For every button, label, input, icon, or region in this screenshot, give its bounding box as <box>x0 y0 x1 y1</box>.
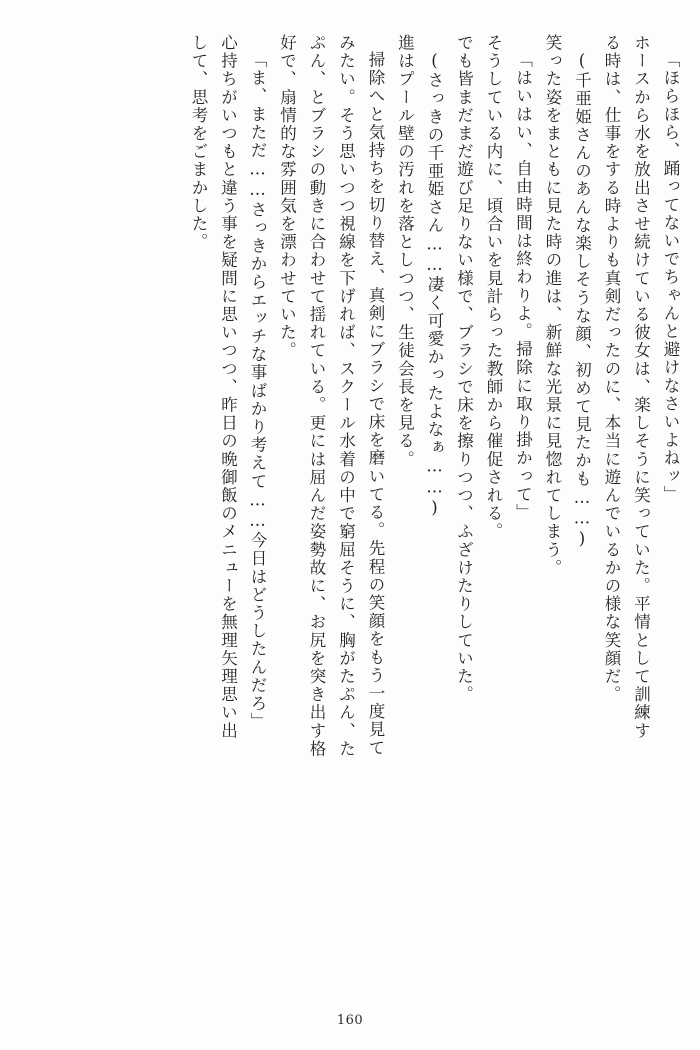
vertical-text-block <box>26 34 678 989</box>
text-line: そうしている内に、頃合いを見計らった教師から催促される。 <box>484 34 503 541</box>
text-line: 「はいはい、自由時間は終わりよ。掃除に取り掛かって」 <box>513 51 533 522</box>
text-line: ぷん、とブラシの動きに合わせて揺れている。更には屈んだ姿勢故に、お尻を突き出す格 <box>307 34 326 758</box>
text-line: 「ほらほら、踊ってないでちゃんと避けなさいよねッ」 <box>661 51 680 504</box>
text-line: (さっきの千亜姫さん……凄く可愛かったよなぁ……) <box>425 51 444 519</box>
text-line: ホースから水を放出させ続けている彼女は、楽しそうに笑っていた。平情として訓練す <box>631 34 651 740</box>
text-line: 進はプール壁の汚れを落としつつ、生徒会長を見る。 <box>395 34 415 469</box>
page-number: 160 <box>336 1013 364 1028</box>
text-line: 笑った姿をまともに見た時の進は、新鮮な光景に見惚れてしまう。 <box>543 34 562 577</box>
text-line: (千亜姫さんのあんな楽しそうな顔、初めて見たかも……) <box>572 51 592 550</box>
text-line: でも皆まだまだ遊び足りない様で、ブラシで床を擦りつつ、ふざけたりしていた。 <box>454 34 474 704</box>
text-line: 「ま、まただ……さっきからエッチな事ばかり考えて……今日はどうしたんだろ」 <box>248 51 267 731</box>
text-line: 心持ちがいつもと違う事を疑問に思いつつ、昨日の晩御飯のメニューを無理矢理思い出 <box>218 34 238 740</box>
text-line: 好で、扇情的な雰囲気を漂わせていた。 <box>277 34 297 360</box>
text-line: みたい。そう思いつつ視線を下げれば、スクール水着の中で窮屈そうに、胸がたぷん、た <box>336 34 356 758</box>
text-line: る時は、仕事をする時よりも真剣だったのに、本当に遊んでいるかの様な笑顔だ。 <box>602 34 621 704</box>
text-line: 掃除へと気持ちを切り替え、真剣にブラシで床を磨いてる。先程の笑顔をもう一度見て <box>366 51 385 757</box>
text-line: して、思考をごまかした。 <box>189 34 208 252</box>
